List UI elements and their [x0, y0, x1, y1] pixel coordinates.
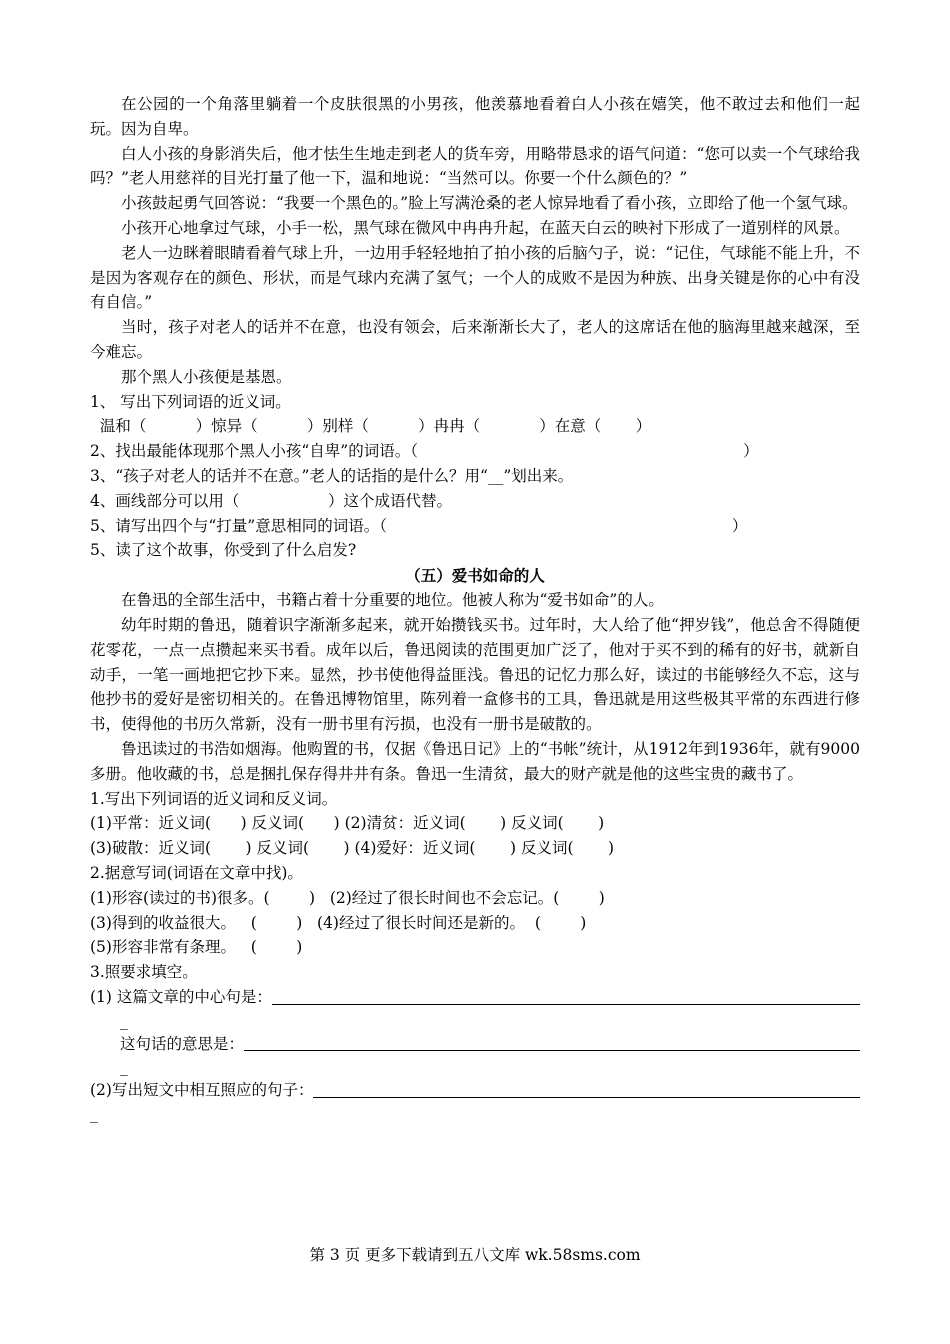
- story2-question-2: 2.据意写词(词语在文章中找)。: [90, 863, 303, 882]
- story2-paragraph-1: 在鲁迅的全部生活中，书籍占着十分重要的地位。他被人称为“爱书如命”的人。: [121, 591, 664, 610]
- story2-question-1-row-2: (3)破散：近义词( ) 反义词( ) (4)爱好：近义词( ) 反义词( ): [90, 839, 615, 858]
- story1-question-5: 5、请写出四个与“打量”意思相同的词语。（ ）: [90, 516, 748, 535]
- blank-underline[interactable]: [313, 1080, 860, 1098]
- page-footer: 第 3 页 更多下载请到五八文库 wk.58sms.com: [309, 1246, 641, 1264]
- blank-underline[interactable]: [244, 1033, 860, 1051]
- story1-question-6: 5、读了这个故事，你受到了什么启发?: [90, 541, 357, 560]
- story1-paragraph-1: 在公园的一个角落里躺着一个皮肤很黑的小男孩，他羡慕地看着白人小孩在嬉笑，他不敢过去和他们一起玩。因为自卑。: [90, 95, 860, 138]
- fill-label-meaning: 这句话的意思是：: [120, 1034, 245, 1053]
- fill-label-echo-sentences: (2)写出短文中相互照应的句子：: [90, 1081, 314, 1100]
- fill-line-meaning[interactable]: [90, 1032, 860, 1057]
- story2-question-2-row-1: (1)形容(读过的书)很多。( ) (2)经过了很长时间也不会忘记。( ): [90, 888, 605, 907]
- story1-question-3: 3、“孩子对老人的话并不在意。”老人的话指的是什么？用“__”划出来。: [90, 466, 574, 485]
- fill-tail: _: [120, 1011, 128, 1030]
- story2-question-2-row-2: (3)得到的收益很大。 ( ) (4)经过了很长时间还是新的。 ( ): [90, 913, 587, 932]
- story2-paragraph-2: 幼年时期的鲁迅，随着识字渐渐多起来，就开始攒钱买书。过年时，大人给了他“押岁钱”，他总舍不得随便花零花，一点一点攒起来买书看。成年以后，鲁迅阅读的范围更加广泛了，他对于买不到的稀有的好书，就新自动手，一笔一画地把它抄下来。显然，抄书使他得益匪浅。鲁迅的记忆力那么好，读过的书能够经久不忘，这与他抄书的爱好是密切相关的。在鲁迅博物馆里，陈列着一盒修书的工具，鲁迅就是用这些极其平常的东西进行修书，使得他的书历久常新，没有一册书里有污损，也没有一册书是破散的。: [90, 615, 860, 734]
- story2-question-1: 1.写出下列词语的近义词和反义词。: [90, 789, 338, 808]
- story1-question-1: 1、 写出下列词语的近义词。: [90, 392, 291, 411]
- story1-paragraph-4: 小孩开心地拿过气球，小手一松，黑气球在微风中冉冉升起，在蓝天白云的映衬下形成了一道别样的风景。: [121, 218, 850, 237]
- story2-question-1-row-1: (1)平常：近义词( ) 反义词( ) (2)清贫：近义词( ) 反义词( ): [90, 814, 605, 833]
- fill-line-central-sentence[interactable]: [90, 985, 860, 1010]
- story1-paragraph-5: 老人一边眯着眼睛看着气球上升，一边用手轻轻地拍了拍小孩的后脑勺子，说：“记住，气球能不能上升，不是因为客观存在的颜色、形状，而是气球内充满了氢气；一个人的成败不是因为种族、出身关键是你的心中有没有自信。”: [90, 243, 860, 312]
- story2-title: （五）爱书如命的人: [405, 566, 545, 586]
- fill-tail: _: [90, 1105, 98, 1124]
- fill-label-central-sentence: (1) 这篇文章的中心句是：: [90, 987, 272, 1006]
- fill-line-echo-sentences[interactable]: [90, 1078, 860, 1103]
- fill-tail: _: [120, 1058, 128, 1077]
- story2-question-3: 3.照要求填空。: [90, 963, 198, 982]
- story2-question-2-row-3: (5)形容非常有条理。 ( ): [90, 938, 303, 957]
- story1-paragraph-6: 当时，孩子对老人的话并不在意，也没有领会，后来渐渐长大了，老人的这席话在他的脑海里越来越深，至今难忘。: [90, 318, 860, 361]
- story1-paragraph-7: 那个黑人小孩便是基恩。: [121, 367, 292, 386]
- page-content: [90, 92, 860, 1125]
- blank-underline[interactable]: [272, 987, 860, 1005]
- story1-paragraph-3: 小孩鼓起勇气回答说：“我要一个黑色的。”脸上写满沧桑的老人惊异地看了看小孩，立即给了他一个氢气球。: [121, 194, 858, 213]
- story2-paragraph-3: 鲁迅读过的书浩如烟海。他购置的书，仅据《鲁迅日记》上的“书帐”统计，从1912年到1936年，就有9000多册。他收藏的书，总是捆扎保存得井井有条。鲁迅一生清贫，最大的财产就是他的这些宝贵的藏书了。: [90, 739, 860, 783]
- story1-question-1-blanks: 温和（ ）惊异（ ）别样（ ）冉冉（ ）在意（ ）: [90, 417, 652, 436]
- story1-question-2: 2、找出最能体现那个黑人小孩“自卑”的词语。（ ）: [90, 442, 759, 461]
- story1-paragraph-2: 白人小孩的身影消失后，他才怯生生地走到老人的货车旁，用略带恳求的语气问道：“您可以卖一个气球给我吗？”老人用慈祥的目光打量了他一下，温和地说：“当然可以。你要一个什么颜色的？”: [90, 144, 860, 188]
- story1-question-4: 4、画线部分可以用（ ）这个成语代替。: [90, 491, 453, 510]
